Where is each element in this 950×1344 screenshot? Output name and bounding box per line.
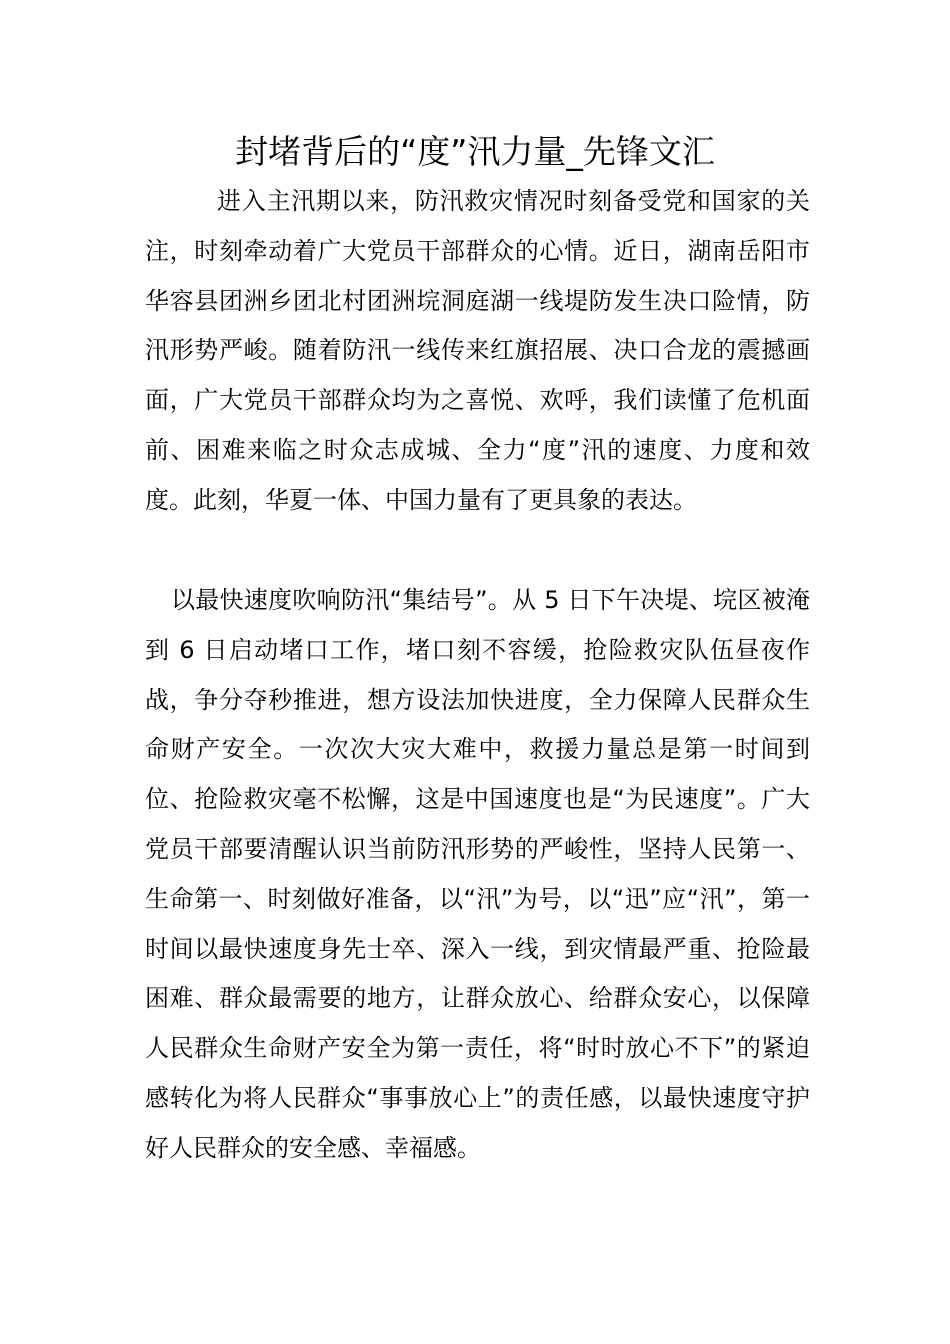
document-title: 封堵背后的“度”汛力量_先锋文汇	[235, 132, 715, 171]
paragraph-2: 以最快速度吹响防汛“集结号”。从 5 日下午决堤、垸区被淹到 6 日启动堵口工作，堵口刻不容缓，抢险救灾队伍昼夜作战，争分夺秒推进，想方设法加快进度，全力保障人民群众生命财产安全。一次次大灾大难中，救援力量总是第一时间到位、抢险救灾毫不松懈，这是中国速度也是“为民速度”。广大党员干部要清醒认识当前防汛形势的严峻性，坚持人民第一、生命第一、时刻做好准备，以“汛”为号，以“迅”应“汛”，第一时间以最快速度身先士卒、深入一线，到灾情最严重、抢险最困难、群众最需要的地方，让群众放心、给群众安心，以保障人民群众生命财产安全为第一责任，将“时时放心不下”的紧迫感转化为将人民群众“事事放心上”的责任感，以最快速度守护好人民群众的安全感、幸福感。	[145, 586, 810, 1162]
paragraph-1: 进入主汛期以来，防汛救灾情况时刻备受党和国家的关注，时刻牵动着广大党员干部群众的心情。近日，湖南岳阳市华容县团洲乡团北村团洲垸洞庭湖一线堤防发生决口险情，防汛形势严峻。随着防汛一线传来红旗招展、决口合龙的震撼画面，广大党员干部群众均为之喜悦、欢呼，我们读懂了危机面前、困难来临之时众志成城、全力“度”汛的速度、力度和效度。此刻，华夏一体、中国力量有了更具象的表达。	[145, 187, 810, 514]
